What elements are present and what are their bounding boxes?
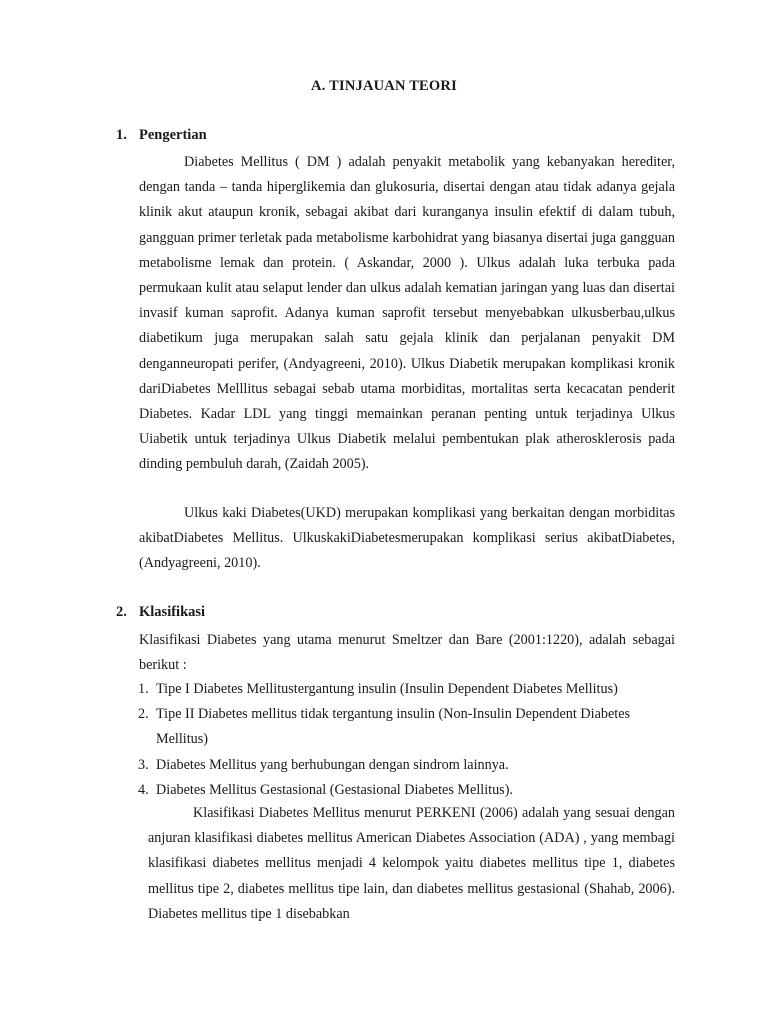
- list-item-number: 2.: [138, 706, 149, 723]
- paragraph-pengertian-2: Ulkus kaki Diabetes(UKD) merupakan komplikasi yang berkaitan dengan morbiditas akibatDiabetes Mellitus. UlkuskakiDiabetesmerupakan komplikasi serius akibatDiabetes, (Andyagreeni, 2010).: [139, 505, 675, 572]
- paragraph-pengertian-1: Diabetes Mellitus ( DM ) adalah penyakit metabolik yang kebanyakan herediter, dengan tanda – tanda hiperglikemia dan glukosuria, disertai dengan atau tidak adanya gejala klinik akut ataupun kronik, sebagai akibat dari kuranganya insulin efektif di dalam tubuh, gangguan primer terletak pada metabolisme karbohidrat yang biasanya disertai juga gangguan metabolisme lemak dan protein. ( Askandar, 2000 ). Ulkus adalah luka terbuka pada permukaan kulit atau selaput lender dan ulkus adalah kematian jaringan yang luas dan disertai invasif kuman saprofit. Adanya kuman saprofit tersebut menyebabkan ulkusberbau,ulkus diabetikum juga merupakan salah satu gejala klinik dan perjalanan penyakit DM denganneuropati perifer, (Andyagreeni, 2010). Ulkus Diabetik merupakan komplikasi kronik dariDiabetes Melllitus sebagai sebab utama morbiditas, mortalitas serta kecacatan penderit Diabetes. Kadar LDL yang tinggi memainkan peranan penting untuk terjadinya Ulkus Uiabetik untuk terjadinya Ulkus Diabetik melalui pembentukan plak atherosklerosis pada dinding pembuluh darah, (Zaidah 2005).: [139, 154, 675, 473]
- list-item-text: Diabetes Mellitus yang berhubungan dengan sindrom lainnya.: [156, 756, 509, 773]
- section-heading-pengertian: [116, 127, 207, 144]
- list-item-text: Tipe I Diabetes Mellitustergantung insulin (Insulin Dependent Diabetes Mellitus): [156, 681, 618, 697]
- list-item: [138, 702, 676, 752]
- paragraph-klasifikasi-perkeni: Klasifikasi Diabetes Mellitus menurut PERKENI (2006) adalah yang sesuai dengan anjuran klasifikasi diabetes mellitus American Diabetes Association (ADA) , yang membagi klasifikasi diabetes mellitus menjadi 4 kelompok yaitu diabetes mellitus tipe 1, diabetes mellitus tipe 2, diabetes mellitus tipe lain, dan diabetes mellitus gestasional (Shahab, 2006). Diabetes mellitus tipe 1 disebabkan: [148, 805, 675, 922]
- list-item-number: 1.: [138, 681, 149, 697]
- section-number: 1.: [116, 127, 127, 143]
- section-title: Klasifikasi: [139, 604, 206, 620]
- list-item-text: Tipe II Diabetes mellitus tidak tergantung insulin (Non-Insulin Dependent Diabetes Mellitus): [156, 706, 631, 748]
- paragraph-klasifikasi-intro: Klasifikasi Diabetes yang utama menurut Smeltzer dan Bare (2001:1220), adalah sebagai berikut :: [139, 632, 675, 674]
- classification-list: [138, 677, 676, 803]
- list-item-number: 3.: [138, 756, 149, 773]
- section-title: Pengertian: [139, 127, 207, 143]
- list-item: [138, 753, 676, 778]
- section-number: 2.: [116, 604, 127, 620]
- list-item: [138, 677, 676, 702]
- list-item: [138, 778, 676, 803]
- list-item-text: Diabetes Mellitus Gestasional (Gestasional Diabetes Mellitus).: [156, 781, 513, 798]
- list-item-number: 4.: [138, 781, 149, 798]
- document-title: A. TINJAUAN TEORI: [311, 78, 457, 94]
- section-heading-klasifikasi: [116, 604, 205, 621]
